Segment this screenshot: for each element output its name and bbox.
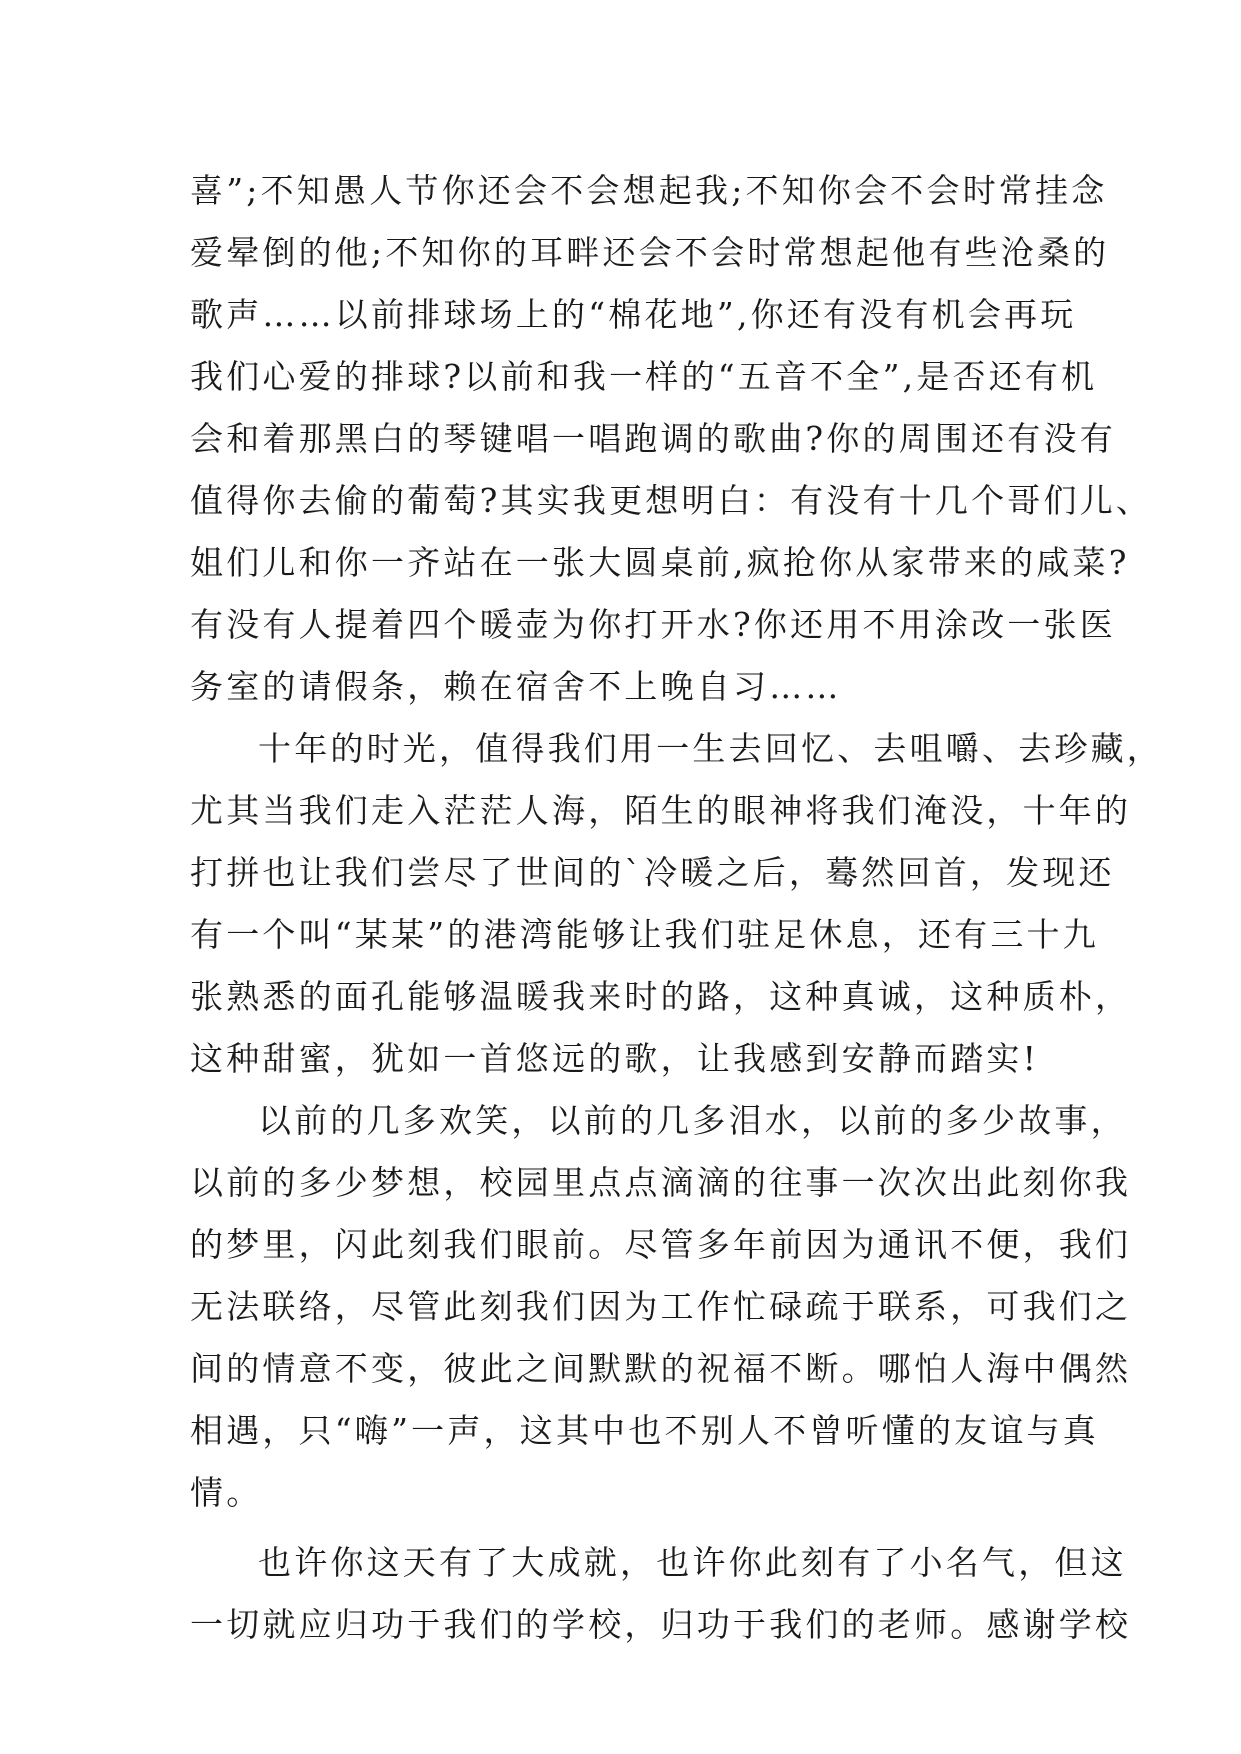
paragraph (190, 1090, 1132, 1524)
text-line-indented: 以前的几多欢笑，以前的几多泪水，以前的多少故事， (258, 1101, 1127, 1140)
text-line: 间的情意不变，彼此之间默默的祝福不断。哪怕人海中偶然 (190, 1349, 1132, 1388)
text-line: 尤其当我们走入茫茫人海，陌生的眼神将我们淹没，十年的 (190, 791, 1132, 830)
text-line: 我们心爱的排球?以前和我一样的“五音不全”,是否还有机 (190, 357, 1098, 396)
text-line: 这种甜蜜，犹如一首悠远的歌，让我感到安静而踏实! (190, 1039, 1040, 1078)
text-line: 打拼也让我们尝尽了世间的`冷暖之后，蓦然回首，发现还 (190, 853, 1115, 892)
text-line: 喜”;不知愚人节你还会不会想起我;不知你会不会时常挂念 (190, 171, 1108, 210)
paragraph (190, 718, 1163, 1090)
text-line: 姐们儿和你一齐站在一张大圆桌前,疯抢你从家带来的咸菜? (190, 543, 1130, 582)
text-line-indented: 也许你这天有了大成就，也许你此刻有了小名气，但这 (258, 1543, 1127, 1582)
text-line: 相遇，只“嗨”一声，这其中也不别人不曾听懂的友谊与真 (190, 1411, 1099, 1450)
text-line: 爱晕倒的他;不知你的耳畔还会不会时常想起他有些沧桑的 (190, 233, 1110, 272)
document-body (190, 160, 1163, 1656)
paragraph-spacing (190, 1524, 1070, 1532)
text-line: 一切就应归功于我们的学校，归功于我们的老师。感谢学校 (190, 1605, 1132, 1644)
text-line: 的梦里，闪此刻我们眼前。尽管多年前因为通讯不便，我们 (190, 1225, 1132, 1264)
paragraph (190, 1532, 1132, 1656)
text-line: 有没有人提着四个暖壶为你打开水?你还用不用涂改一张医 (190, 605, 1116, 644)
text-line: 情。 (190, 1473, 263, 1512)
text-line: 张熟悉的面孔能够温暖我来时的路，这种真诚，这种质朴， (190, 977, 1132, 1016)
text-line: 有一个叫“某某”的港湾能够让我们驻足休息，还有三十九 (190, 915, 1099, 954)
text-line: 以前的多少梦想，校园里点点滴滴的往事一次次出此刻你我 (190, 1163, 1132, 1202)
text-line-indented: 十年的时光，值得我们用一生去回忆、去咀嚼、去珍藏， (258, 729, 1163, 768)
text-line: 务室的请假条，赖在宿舍不上晚自习…… (190, 667, 842, 706)
text-line: 值得你去偷的葡萄?其实我更想明白：有没有十几个哥们儿、 (190, 481, 1153, 520)
text-line: 歌声……以前排球场上的“棉花地”,你还有没有机会再玩 (190, 295, 1077, 334)
paragraph (190, 160, 1153, 718)
text-line: 会和着那黑白的琴键唱一唱跑调的歌曲?你的周围还有没有 (190, 419, 1116, 458)
text-line: 无法联络，尽管此刻我们因为工作忙碌疏于联系，可我们之 (190, 1287, 1132, 1326)
